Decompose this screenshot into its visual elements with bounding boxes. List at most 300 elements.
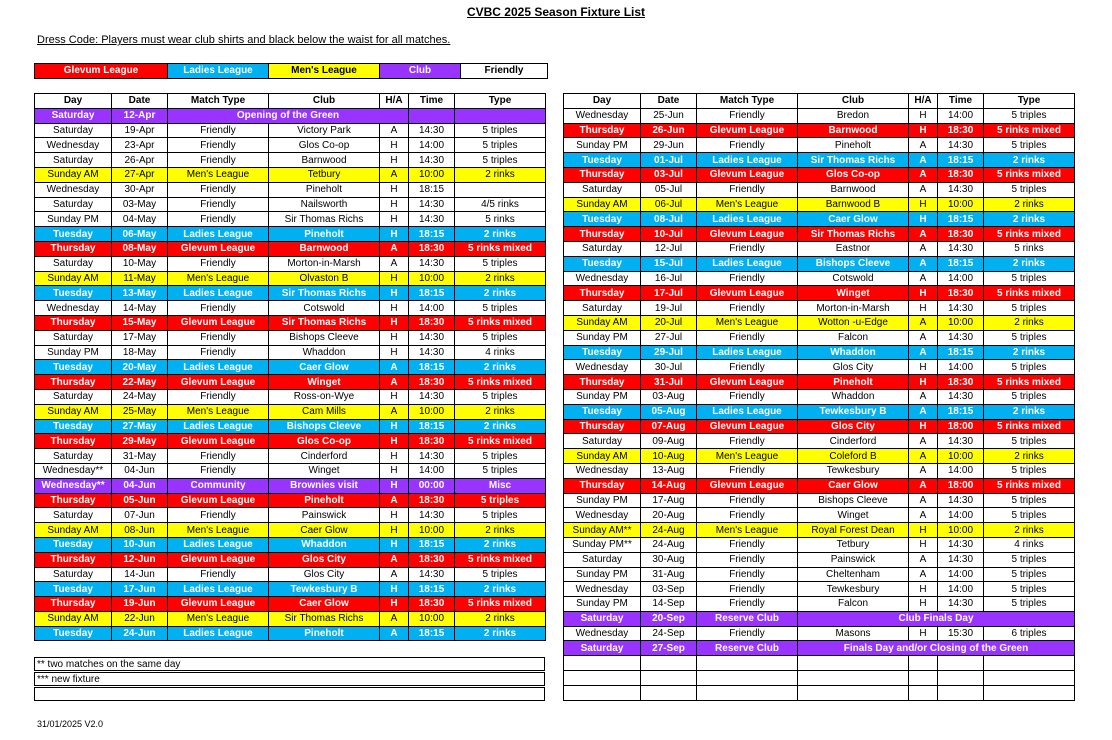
club-cell: Whaddon (269, 345, 380, 360)
time-cell: 18:15 (938, 256, 984, 271)
time-cell: 14:00 (938, 508, 984, 523)
fixture-row (35, 271, 546, 286)
club-cell: Cheltenham (798, 567, 909, 582)
fixture-row (35, 108, 546, 123)
match-type-cell: Men's League (697, 449, 798, 464)
club-cell: Caer Glow (798, 212, 909, 227)
time-cell: 10:00 (409, 611, 455, 626)
club-cell: Falcon (798, 597, 909, 612)
home-away-cell: A (909, 463, 938, 478)
match-type-cell: Friendly (697, 567, 798, 582)
home-away-cell: A (909, 345, 938, 360)
header-time: Time (938, 94, 984, 109)
fixture-row (564, 434, 1075, 449)
date-cell: 10-Jul (641, 227, 697, 242)
fixture-row (35, 434, 546, 449)
club-cell: Tewkesbury (798, 582, 909, 597)
club-cell: Pineholt (269, 493, 380, 508)
date-cell: 06-May (112, 227, 168, 242)
date-cell: 13-May (112, 286, 168, 301)
day-cell: Tuesday (35, 360, 112, 375)
time-cell: 14:30 (409, 256, 455, 271)
date-cell: 24-Aug (641, 523, 697, 538)
date-cell: 05-Jun (112, 493, 168, 508)
date-cell: 20-Sep (641, 611, 697, 626)
time-cell: 15:30 (938, 626, 984, 641)
match-type-cell (697, 685, 798, 700)
club-cell: Sir Thomas Richs (269, 212, 380, 227)
match-type-cell: Glevum League (697, 478, 798, 493)
home-away-cell: A (380, 256, 409, 271)
day-cell: Saturday (564, 552, 641, 567)
fixture-row (35, 197, 546, 212)
home-away-cell: H (909, 197, 938, 212)
club-cell: Pineholt (798, 375, 909, 390)
date-cell: 07-Aug (641, 419, 697, 434)
date-cell (641, 685, 697, 700)
fixture-row (35, 552, 546, 567)
match-type-cell: Friendly (697, 241, 798, 256)
club-cell: Sir Thomas Richs (269, 611, 380, 626)
day-cell: Thursday (564, 419, 641, 434)
club-cell: Glos City (798, 419, 909, 434)
match-type-cell: Friendly (168, 197, 269, 212)
club-cell: Glos City (269, 552, 380, 567)
home-away-cell: A (380, 552, 409, 567)
club-cell: Cinderford (269, 449, 380, 464)
match-type-cell: Men's League (168, 611, 269, 626)
day-cell: Wednesday (35, 138, 112, 153)
date-cell: 12-Jul (641, 241, 697, 256)
fixture-row (35, 227, 546, 242)
type-cell: 5 triples (984, 597, 1075, 612)
day-cell: Wednesday (564, 271, 641, 286)
match-type-cell: Friendly (697, 138, 798, 153)
match-type-cell: Glevum League (168, 434, 269, 449)
home-away-cell: H (380, 330, 409, 345)
match-type-cell: Friendly (168, 449, 269, 464)
day-cell (564, 671, 641, 686)
home-away-cell: H (380, 508, 409, 523)
type-cell: 5 triples (984, 508, 1075, 523)
date-cell: 24-May (112, 389, 168, 404)
club-cell: Barnwood (798, 123, 909, 138)
fixture-row (35, 241, 546, 256)
club-cell: Glos Co-op (269, 138, 380, 153)
type-cell: 5 triples (984, 330, 1075, 345)
date-cell: 17-Jun (112, 582, 168, 597)
home-away-cell: H (380, 389, 409, 404)
club-cell: Sir Thomas Richs (798, 153, 909, 168)
fixture-row (35, 508, 546, 523)
type-cell: 2 rinks (455, 523, 546, 538)
date-cell: 10-Jun (112, 537, 168, 552)
match-type-cell: Ladies League (168, 419, 269, 434)
type-cell: 5 triples (455, 256, 546, 271)
date-cell: 10-May (112, 256, 168, 271)
fixture-row (35, 626, 546, 641)
day-cell: Saturday (564, 301, 641, 316)
time-cell: 14:30 (938, 330, 984, 345)
fixture-row (564, 256, 1075, 271)
time-cell: 14:00 (938, 108, 984, 123)
time-cell: 18:30 (409, 434, 455, 449)
home-away-cell: A (909, 315, 938, 330)
type-cell: 5 rinks (455, 212, 546, 227)
day-cell (564, 656, 641, 671)
date-cell: 04-Jun (112, 463, 168, 478)
type-cell: 4 rinks (984, 537, 1075, 552)
fixture-row (564, 389, 1075, 404)
home-away-cell: H (909, 212, 938, 227)
type-cell: 2 rinks (984, 449, 1075, 464)
club-cell: Club Finals Day (798, 611, 1075, 626)
time-cell: 14:30 (409, 345, 455, 360)
home-away-cell: H (380, 227, 409, 242)
home-away-cell: H (380, 345, 409, 360)
match-type-cell: Friendly (697, 582, 798, 597)
time-cell: 14:00 (938, 271, 984, 286)
date-cell (641, 656, 697, 671)
home-away-cell: A (909, 434, 938, 449)
home-away-cell: H (380, 463, 409, 478)
fixture-row (564, 597, 1075, 612)
match-type-cell: Ladies League (168, 582, 269, 597)
match-type-cell: Friendly (697, 493, 798, 508)
note-blank (34, 687, 545, 701)
day-cell: Thursday (35, 597, 112, 612)
home-away-cell: H (909, 537, 938, 552)
match-type-cell: Friendly (697, 182, 798, 197)
type-cell: 2 rinks (455, 286, 546, 301)
time-cell: 14:30 (938, 138, 984, 153)
date-cell: 31-Jul (641, 375, 697, 390)
fixture-table-left (34, 93, 546, 641)
type-cell: 2 rinks (455, 404, 546, 419)
date-cell: 14-Sep (641, 597, 697, 612)
type-cell: 5 triples (455, 493, 546, 508)
home-away-cell: A (380, 493, 409, 508)
day-cell: Saturday (564, 182, 641, 197)
time-cell: 18:15 (409, 286, 455, 301)
time-cell: 14:30 (938, 537, 984, 552)
home-away-cell: H (380, 449, 409, 464)
home-away-cell: A (380, 375, 409, 390)
fixture-row (564, 404, 1075, 419)
match-type-cell: Men's League (168, 523, 269, 538)
club-cell: Bishops Cleeve (269, 330, 380, 345)
legend (34, 63, 548, 79)
note-new-fixture: *** new fixture (34, 672, 545, 686)
home-away-cell: A (909, 138, 938, 153)
header-date: Date (112, 94, 168, 109)
type-cell: 5 triples (455, 449, 546, 464)
time-cell: 18:15 (409, 419, 455, 434)
header-row (35, 94, 546, 109)
club-cell: Caer Glow (269, 360, 380, 375)
date-cell: 05-Jul (641, 182, 697, 197)
type-cell (984, 685, 1075, 700)
fixture-row (564, 123, 1075, 138)
type-cell: 5 rinks mixed (984, 227, 1075, 242)
match-type-cell: Friendly (697, 552, 798, 567)
fixture-row (564, 241, 1075, 256)
date-cell: 31-Aug (641, 567, 697, 582)
date-cell: 24-Aug (641, 537, 697, 552)
day-cell: Sunday AM (35, 167, 112, 182)
home-away-cell: H (380, 271, 409, 286)
version-footer: 31/01/2025 V2.0 (37, 719, 104, 729)
day-cell: Thursday (35, 241, 112, 256)
club-cell: Cinderford (798, 434, 909, 449)
time-cell: 18:30 (409, 315, 455, 330)
home-away-cell: H (909, 597, 938, 612)
fixture-row (564, 301, 1075, 316)
club-cell: Royal Forest Dean (798, 523, 909, 538)
fixture-row (35, 478, 546, 493)
time-cell: 18:30 (938, 227, 984, 242)
match-type-cell: Friendly (168, 508, 269, 523)
date-cell: 29-Jul (641, 345, 697, 360)
match-type-cell: Ladies League (697, 404, 798, 419)
fixture-row (35, 567, 546, 582)
home-away-cell: H (380, 523, 409, 538)
fixture-row (35, 463, 546, 478)
day-cell: Saturday (35, 108, 112, 123)
header-time: Time (409, 94, 455, 109)
date-cell: 03-Aug (641, 389, 697, 404)
fixture-row (564, 315, 1075, 330)
type-cell (984, 671, 1075, 686)
home-away-cell: A (909, 508, 938, 523)
home-away-cell: H (909, 419, 938, 434)
match-type-cell: Opening of the Green (168, 108, 409, 123)
day-cell: Wednesday (564, 582, 641, 597)
time-cell: 14:30 (409, 389, 455, 404)
date-cell: 22-Jun (112, 611, 168, 626)
match-type-cell: Friendly (168, 256, 269, 271)
home-away-cell: H (380, 182, 409, 197)
day-cell: Saturday (35, 508, 112, 523)
type-cell: 5 triples (984, 360, 1075, 375)
home-away-cell: H (380, 197, 409, 212)
time-cell: 18:15 (409, 582, 455, 597)
home-away-cell: A (909, 271, 938, 286)
match-type-cell: Friendly (168, 212, 269, 227)
date-cell: 29-May (112, 434, 168, 449)
day-cell: Sunday AM (35, 271, 112, 286)
match-type-cell: Glevum League (697, 419, 798, 434)
time-cell: 14:00 (409, 301, 455, 316)
type-cell: 5 triples (984, 463, 1075, 478)
match-type-cell: Men's League (697, 523, 798, 538)
day-cell: Sunday PM** (564, 537, 641, 552)
fixture-row (35, 301, 546, 316)
club-cell: Wotton -u-Edge (798, 315, 909, 330)
fixture-row (35, 138, 546, 153)
type-cell: 5 triples (455, 463, 546, 478)
home-away-cell: A (380, 123, 409, 138)
fixture-row (564, 197, 1075, 212)
type-cell: 5 rinks mixed (455, 434, 546, 449)
type-cell (455, 108, 546, 123)
time-cell: 14:30 (409, 212, 455, 227)
time-cell: 18:30 (409, 552, 455, 567)
club-cell: Whaddon (798, 389, 909, 404)
home-away-cell: A (380, 626, 409, 641)
fixture-row (35, 123, 546, 138)
time-cell: 14:30 (938, 241, 984, 256)
club-cell: Barnwood (269, 241, 380, 256)
club-cell: Tewkesbury B (798, 404, 909, 419)
home-away-cell (909, 685, 938, 700)
date-cell: 07-Jun (112, 508, 168, 523)
time-cell: 14:00 (409, 463, 455, 478)
match-type-cell: Ladies League (168, 626, 269, 641)
type-cell: 2 rinks (984, 153, 1075, 168)
date-cell: 16-Jul (641, 271, 697, 286)
fixture-row (35, 286, 546, 301)
day-cell: Saturday (564, 641, 641, 656)
fixture-row (564, 641, 1075, 656)
match-type-cell: Friendly (697, 597, 798, 612)
club-cell: Caer Glow (798, 478, 909, 493)
fixture-row (564, 419, 1075, 434)
match-type-cell: Reserve Club (697, 611, 798, 626)
time-cell: 14:30 (409, 330, 455, 345)
type-cell: 5 rinks mixed (455, 315, 546, 330)
home-away-cell: H (380, 153, 409, 168)
type-cell: 5 rinks mixed (455, 241, 546, 256)
type-cell: 2 rinks (455, 167, 546, 182)
type-cell: 5 triples (455, 153, 546, 168)
day-cell: Wednesday (564, 360, 641, 375)
time-cell: 18:30 (938, 286, 984, 301)
date-cell: 10-Aug (641, 449, 697, 464)
type-cell: 6 triples (984, 626, 1075, 641)
fixture-row (564, 611, 1075, 626)
date-cell: 14-May (112, 301, 168, 316)
day-cell: Saturday (564, 241, 641, 256)
time-cell: 14:00 (938, 582, 984, 597)
home-away-cell: H (380, 315, 409, 330)
club-cell (798, 671, 909, 686)
date-cell: 24-Sep (641, 626, 697, 641)
fixture-row (564, 537, 1075, 552)
match-type-cell: Men's League (168, 271, 269, 286)
date-cell: 08-Jul (641, 212, 697, 227)
time-cell: 18:15 (409, 182, 455, 197)
match-type-cell: Glevum League (168, 597, 269, 612)
club-cell: Olvaston B (269, 271, 380, 286)
match-type-cell: Glevum League (697, 286, 798, 301)
time-cell: 14:30 (938, 552, 984, 567)
day-cell: Tuesday (35, 537, 112, 552)
day-cell: Saturday (35, 567, 112, 582)
fixture-row (564, 567, 1075, 582)
club-cell: Barnwood B (798, 197, 909, 212)
club-cell: Pineholt (269, 227, 380, 242)
home-away-cell: H (909, 375, 938, 390)
match-type-cell: Friendly (697, 271, 798, 286)
date-cell: 06-Jul (641, 197, 697, 212)
type-cell: 5 triples (455, 330, 546, 345)
fixture-row (35, 389, 546, 404)
date-cell: 03-Jul (641, 167, 697, 182)
club-cell: Glos City (269, 567, 380, 582)
home-away-cell: H (380, 582, 409, 597)
day-cell: Wednesday (564, 108, 641, 123)
fixture-row (564, 375, 1075, 390)
type-cell: 2 rinks (455, 611, 546, 626)
time-cell: 10:00 (409, 167, 455, 182)
home-away-cell: H (380, 301, 409, 316)
match-type-cell: Glevum League (697, 167, 798, 182)
match-type-cell: Glevum League (168, 241, 269, 256)
club-cell: Tewkesbury (798, 463, 909, 478)
match-type-cell: Friendly (697, 508, 798, 523)
club-cell: Caer Glow (269, 523, 380, 538)
match-type-cell: Friendly (697, 360, 798, 375)
match-type-cell: Men's League (697, 315, 798, 330)
home-away-cell: H (380, 286, 409, 301)
time-cell: 14:30 (409, 567, 455, 582)
match-type-cell: Friendly (168, 138, 269, 153)
empty-row (564, 685, 1075, 700)
type-cell: 2 rinks (984, 256, 1075, 271)
day-cell: Saturday (35, 449, 112, 464)
club-cell: Winget (798, 508, 909, 523)
type-cell: 5 triples (984, 182, 1075, 197)
day-cell: Wednesday (35, 301, 112, 316)
date-cell: 20-Jul (641, 315, 697, 330)
day-cell: Sunday AM (35, 611, 112, 626)
date-cell: 25-Jun (641, 108, 697, 123)
fixture-row (35, 537, 546, 552)
club-cell: Whaddon (798, 345, 909, 360)
match-type-cell: Friendly (697, 463, 798, 478)
time-cell: 14:30 (409, 449, 455, 464)
header-type: Type (455, 94, 546, 109)
time-cell: 14:30 (938, 597, 984, 612)
day-cell: Saturday (35, 389, 112, 404)
match-type-cell: Reserve Club (697, 641, 798, 656)
match-type-cell: Friendly (697, 330, 798, 345)
type-cell: 2 rinks (455, 271, 546, 286)
home-away-cell: A (909, 330, 938, 345)
day-cell: Thursday (35, 315, 112, 330)
club-cell (798, 656, 909, 671)
club-cell: Bishops Cleeve (798, 493, 909, 508)
fixture-row (564, 108, 1075, 123)
club-cell: Pineholt (269, 626, 380, 641)
day-cell: Tuesday (564, 256, 641, 271)
type-cell: 2 rinks (984, 404, 1075, 419)
club-cell: Pineholt (798, 138, 909, 153)
time-cell: 14:00 (938, 360, 984, 375)
day-cell: Sunday PM (564, 493, 641, 508)
type-cell: 5 triples (984, 108, 1075, 123)
fixture-row (564, 212, 1075, 227)
fixture-row (564, 478, 1075, 493)
header-club: Club (269, 94, 380, 109)
day-cell: Tuesday (564, 153, 641, 168)
club-cell: Winget (269, 375, 380, 390)
match-type-cell: Glevum League (168, 493, 269, 508)
home-away-cell: H (380, 434, 409, 449)
date-cell: 30-Aug (641, 552, 697, 567)
match-type-cell: Men's League (168, 404, 269, 419)
